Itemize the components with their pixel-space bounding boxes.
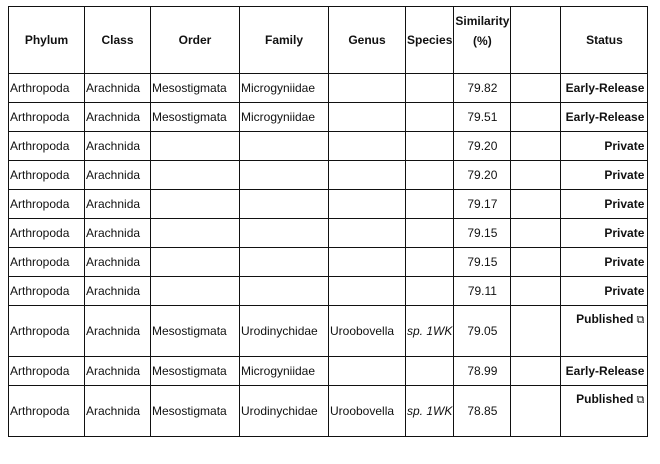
cell-status: Private: [561, 219, 648, 248]
cell-order: Mesostigmata: [151, 74, 240, 103]
cell-phylum: Arthropoda: [9, 357, 85, 386]
table-header-row: [9, 7, 648, 74]
header-empty: [511, 7, 561, 74]
table-row: [9, 103, 648, 132]
cell-genus: [329, 219, 406, 248]
cell-species: [406, 277, 454, 306]
cell-genus: [329, 132, 406, 161]
cell-order: [151, 248, 240, 277]
cell-phylum: Arthropoda: [9, 277, 85, 306]
cell-family: Microgyniidae: [240, 74, 329, 103]
cell-family: [240, 132, 329, 161]
table-row: [9, 132, 648, 161]
header-similarity-unit: (%): [473, 34, 492, 48]
cell-genus: [329, 277, 406, 306]
cell-similarity: 79.15: [454, 248, 511, 277]
results-table: [8, 6, 648, 437]
cell-family: Microgyniidae: [240, 103, 329, 132]
cell-empty: [511, 161, 561, 190]
cell-similarity: 79.20: [454, 161, 511, 190]
cell-status: Private: [561, 161, 648, 190]
cell-empty: [511, 219, 561, 248]
external-link-icon[interactable]: ⧉: [633, 394, 645, 406]
cell-species: [406, 248, 454, 277]
cell-class: Arachnida: [85, 161, 151, 190]
cell-similarity: 79.20: [454, 132, 511, 161]
cell-similarity: 79.17: [454, 190, 511, 219]
cell-phylum: Arthropoda: [9, 161, 85, 190]
cell-family: Urodinychidae: [240, 306, 329, 357]
cell-class: Arachnida: [85, 386, 151, 437]
cell-similarity: 78.85: [454, 386, 511, 437]
header-status[interactable]: Status: [561, 7, 648, 74]
cell-order: [151, 277, 240, 306]
cell-status: Private: [561, 277, 648, 306]
table-row: [9, 357, 648, 386]
cell-empty: [511, 190, 561, 219]
header-similarity[interactable]: [454, 7, 511, 74]
cell-empty: [511, 74, 561, 103]
cell-species: [406, 103, 454, 132]
cell-phylum: Arthropoda: [9, 132, 85, 161]
cell-class: Arachnida: [85, 190, 151, 219]
table-row: [9, 248, 648, 277]
cell-empty: [511, 386, 561, 437]
cell-family: [240, 219, 329, 248]
cell-class: Arachnida: [85, 132, 151, 161]
cell-family: [240, 277, 329, 306]
cell-class: Arachnida: [85, 306, 151, 357]
cell-genus: Uroobovella: [329, 306, 406, 357]
cell-status: Private: [561, 190, 648, 219]
table-row: [9, 306, 648, 357]
cell-class: Arachnida: [85, 357, 151, 386]
cell-species: [406, 190, 454, 219]
cell-species: [406, 74, 454, 103]
cell-genus: [329, 161, 406, 190]
cell-status[interactable]: Published ⧉: [561, 386, 648, 437]
cell-phylum: Arthropoda: [9, 74, 85, 103]
cell-family: Microgyniidae: [240, 357, 329, 386]
header-family[interactable]: Family: [240, 7, 329, 74]
cell-species: [406, 357, 454, 386]
cell-order: Mesostigmata: [151, 357, 240, 386]
header-phylum[interactable]: Phylum: [9, 7, 85, 74]
cell-phylum: Arthropoda: [9, 386, 85, 437]
cell-phylum: Arthropoda: [9, 103, 85, 132]
cell-order: [151, 190, 240, 219]
header-species[interactable]: Species: [406, 7, 454, 74]
cell-class: Arachnida: [85, 277, 151, 306]
cell-phylum: Arthropoda: [9, 190, 85, 219]
cell-family: Urodinychidae: [240, 386, 329, 437]
header-genus[interactable]: Genus: [329, 7, 406, 74]
cell-status[interactable]: Published ⧉: [561, 306, 648, 357]
cell-family: [240, 161, 329, 190]
cell-status: Early-Release: [561, 74, 648, 103]
cell-phylum: Arthropoda: [9, 306, 85, 357]
table-row: [9, 74, 648, 103]
cell-similarity: 78.99: [454, 357, 511, 386]
cell-order: Mesostigmata: [151, 103, 240, 132]
cell-genus: Uroobovella: [329, 386, 406, 437]
cell-empty: [511, 248, 561, 277]
cell-phylum: Arthropoda: [9, 248, 85, 277]
external-link-icon[interactable]: ⧉: [633, 314, 645, 326]
table-row: [9, 219, 648, 248]
cell-genus: [329, 190, 406, 219]
cell-species: sp. 1WK: [406, 386, 454, 437]
cell-status: Early-Release: [561, 357, 648, 386]
cell-phylum: Arthropoda: [9, 219, 85, 248]
cell-empty: [511, 357, 561, 386]
cell-class: Arachnida: [85, 103, 151, 132]
cell-order: [151, 219, 240, 248]
cell-similarity: 79.11: [454, 277, 511, 306]
cell-similarity: 79.82: [454, 74, 511, 103]
cell-status: Early-Release: [561, 103, 648, 132]
cell-similarity: 79.15: [454, 219, 511, 248]
cell-order: [151, 161, 240, 190]
cell-species: [406, 161, 454, 190]
cell-genus: [329, 74, 406, 103]
table-row: [9, 277, 648, 306]
cell-order: [151, 132, 240, 161]
cell-family: [240, 190, 329, 219]
cell-genus: [329, 248, 406, 277]
cell-similarity: 79.51: [454, 103, 511, 132]
cell-order: Mesostigmata: [151, 306, 240, 357]
cell-genus: [329, 103, 406, 132]
cell-class: Arachnida: [85, 74, 151, 103]
cell-similarity: 79.05: [454, 306, 511, 357]
header-similarity-label: Similarity: [455, 14, 510, 28]
cell-species: [406, 219, 454, 248]
cell-empty: [511, 306, 561, 357]
cell-empty: [511, 132, 561, 161]
cell-empty: [511, 103, 561, 132]
cell-empty: [511, 277, 561, 306]
cell-status: Private: [561, 248, 648, 277]
cell-species: sp. 1WK: [406, 306, 454, 357]
table-row: [9, 161, 648, 190]
cell-family: [240, 248, 329, 277]
table-body: [9, 74, 648, 437]
cell-order: Mesostigmata: [151, 386, 240, 437]
cell-class: Arachnida: [85, 248, 151, 277]
table-row: [9, 386, 648, 437]
header-order[interactable]: Order: [151, 7, 240, 74]
cell-species: [406, 132, 454, 161]
header-class[interactable]: Class: [85, 7, 151, 74]
cell-status: Private: [561, 132, 648, 161]
cell-class: Arachnida: [85, 219, 151, 248]
cell-genus: [329, 357, 406, 386]
table-row: [9, 190, 648, 219]
